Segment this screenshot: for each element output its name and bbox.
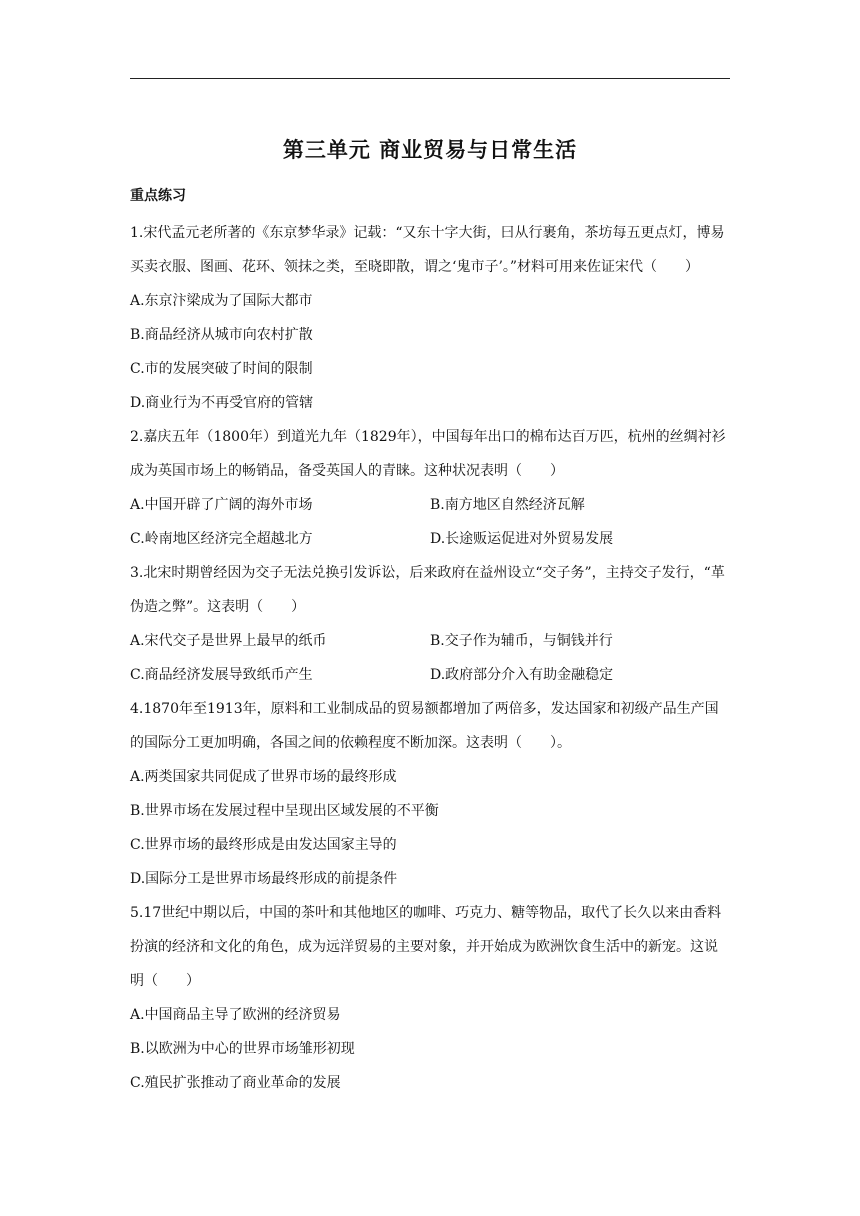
option-b: B.以欧洲为中心的世界市场雏形初现 — [130, 1041, 355, 1057]
option-c: C.市的发展突破了时间的限制 — [130, 361, 313, 377]
option-a: A.东京汴梁成为了国际大都市 — [130, 293, 313, 309]
option-c: C.商品经济发展导致纸币产生 — [130, 667, 313, 683]
option-a: A.中国商品主导了欧洲的经济贸易 — [130, 1007, 341, 1023]
option-b: B.南方地区自然经济瓦解 — [430, 497, 585, 513]
question-1 — [130, 216, 730, 420]
question-3 — [130, 556, 730, 692]
option-d: D.政府部分介入有助金融稳定 — [430, 667, 614, 683]
option-a: A.两类国家共同促成了世界市场的最终形成 — [130, 769, 397, 785]
option-b: B.商品经济从城市向农村扩散 — [130, 327, 313, 343]
option-c: C.世界市场的最终形成是由发达国家主导的 — [130, 837, 397, 853]
section-heading: 重点练习 — [130, 188, 186, 204]
header-rule — [130, 78, 730, 79]
option-a: A.宋代交子是世界上最早的纸币 — [130, 633, 327, 649]
question-stem: 4.1870年至1913年，原料和工业制成品的贸易额都增加了两倍多，发达国家和初级产品生产国的国际分工更加明确，各国之间的依赖程度不断加深。这表明（ ）。 — [130, 701, 719, 751]
question-stem: 3.北宋时期曾经因为交子无法兑换引发诉讼，后来政府在益州设立“交子务”，主持交子发行，“革伪造之弊”。这表明（ ） — [130, 565, 725, 615]
question-5 — [130, 896, 730, 1100]
option-d: D.长途贩运促进对外贸易发展 — [430, 531, 614, 547]
option-d: D.国际分工是世界市场最终形成的前提条件 — [130, 871, 398, 887]
option-c: C.岭南地区经济完全超越北方 — [130, 531, 313, 547]
document-title: 第三单元 商业贸易与日常生活 — [282, 138, 578, 162]
option-a: A.中国开辟了广阔的海外市场 — [130, 497, 313, 513]
question-4 — [130, 692, 730, 896]
option-b: B.世界市场在发展过程中呈现出区域发展的不平衡 — [130, 803, 439, 819]
option-c: C.殖民扩张推动了商业革命的发展 — [130, 1075, 341, 1091]
document-body — [130, 132, 730, 1100]
option-b: B.交子作为辅币，与铜钱并行 — [430, 633, 613, 649]
question-2 — [130, 420, 730, 556]
question-stem: 5.17世纪中期以后，中国的茶叶和其他地区的咖啡、巧克力、糖等物品，取代了长久以来由香料扮演的经济和文化的角色，成为远洋贸易的主要对象，并开始成为欧洲饮食生活中的新宠。这说明（ ） — [130, 905, 722, 989]
question-stem: 1.宋代孟元老所著的《东京梦华录》记载：“又东十字大街，曰从行裹角，茶坊每五更点灯，博易买卖衣服、图画、花环、领抹之类，至晓即散，谓之‘鬼市子’。”材料可用来佐证宋代（ ） — [130, 225, 725, 275]
question-stem: 2.嘉庆五年（1800年）到道光九年（1829年），中国每年出口的棉布达百万匹，杭州的丝绸衬衫成为英国市场上的畅销品，备受英国人的青睐。这种状况表明（ ） — [130, 429, 726, 479]
option-d: D.商业行为不再受官府的管辖 — [130, 395, 314, 411]
